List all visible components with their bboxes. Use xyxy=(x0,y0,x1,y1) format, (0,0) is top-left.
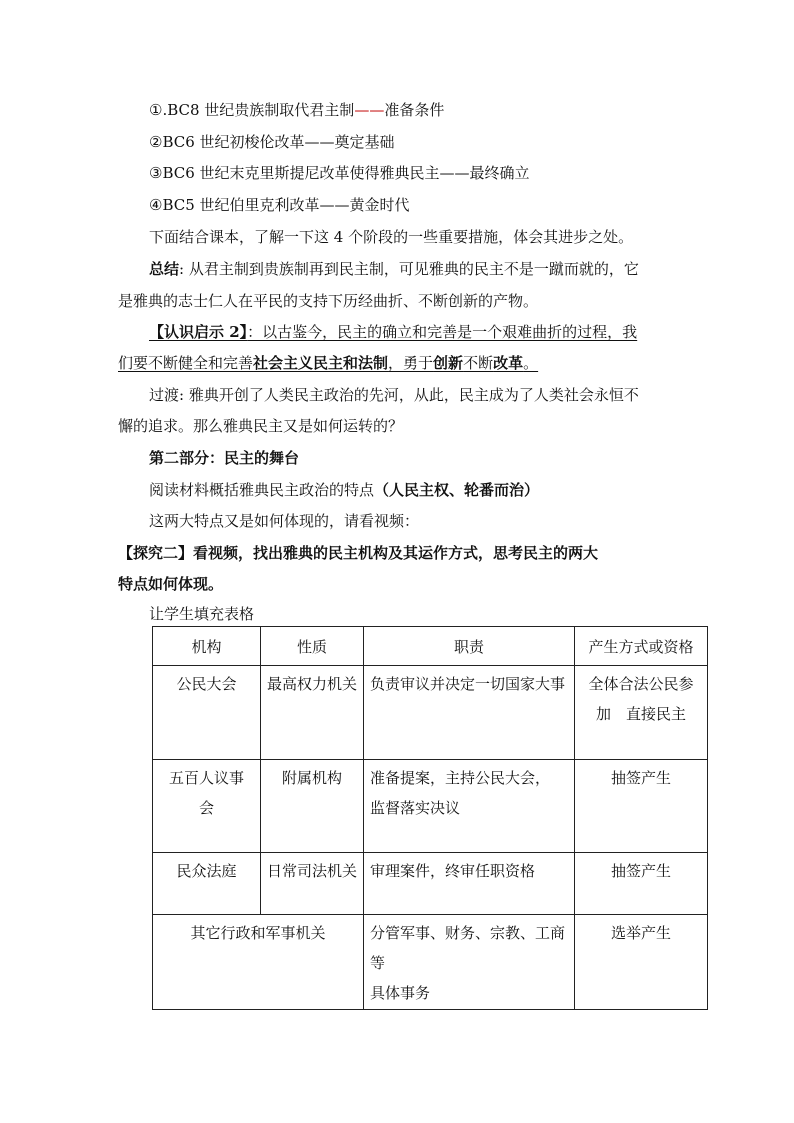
summary-label: 总结 xyxy=(149,260,180,278)
cell-nature: 日常司法机关 xyxy=(261,853,364,915)
list-item-2: ②BC6 世纪初梭伦改革——奠定基础 xyxy=(149,133,395,151)
cell-method: 选举产生 xyxy=(575,915,708,1010)
cell-duty: 负责审议并决定一切国家大事 xyxy=(364,666,575,760)
list-item-1: ①.BC8 世纪贵族制取代君主制——准备条件 xyxy=(149,101,445,119)
cell-method: 全体合法公民参 加 直接民主 xyxy=(575,666,708,760)
cell-org: 其它行政和军事机关 xyxy=(153,915,364,1010)
table-caption: 让学生填充表格 xyxy=(149,605,255,623)
explore-line-1: 【探究二】看视频，找出雅典的民主机构及其运作方式，思考民主的两大 xyxy=(118,544,599,562)
cell-duty: 准备提案，主持公民大会， 监督落实决议 xyxy=(364,760,575,853)
header-cell: 产生方式或资格 xyxy=(575,627,708,666)
cell-org: 民众法庭 xyxy=(153,853,261,915)
cell-nature: 附属机构 xyxy=(261,760,364,853)
summary-line-1: 总结: 从君主制到贵族制再到民主制，可见雅典的民主不是一蹴而就的，它 xyxy=(149,260,639,278)
list-item-3: ③BC6 世纪末克里斯提尼改革使得雅典民主——最终确立 xyxy=(149,164,530,182)
insight-label: 【认识启示 2】 xyxy=(149,323,248,341)
table-row xyxy=(153,915,708,1010)
table-row xyxy=(153,853,708,915)
table-header-row xyxy=(153,627,708,666)
explore-line-2: 特点如何体现。 xyxy=(118,575,224,593)
video-intro: 这两大特点又是如何体现的，请看视频： xyxy=(149,512,420,530)
header-cell: 性质 xyxy=(261,627,364,666)
table-row xyxy=(153,760,708,853)
insight-line-1: 【认识启示 2】：以古鉴今，民主的确立和完善是一个艰难曲折的过程，我 xyxy=(149,323,638,341)
cell-duty: 分管军事、财务、宗教、工商 等 具体事务 xyxy=(364,915,575,1010)
cell-method: 抽签产生 xyxy=(575,760,708,853)
header-cell: 职责 xyxy=(364,627,575,666)
summary-line-2: 是雅典的志士仁人在平民的支持下历经曲折、不断创新的产物。 xyxy=(118,292,539,310)
red-dash: —— xyxy=(354,101,385,119)
section-title: 第二部分：民主的舞台 xyxy=(149,449,300,467)
cell-org: 五百人议事 会 xyxy=(153,760,261,853)
header-cell: 机构 xyxy=(153,627,261,666)
insight-line-2: 们要不断健全和完善社会主义民主和法制，勇于创新不断改革。 xyxy=(118,354,539,372)
intro-paragraph: 下面结合课本，了解一下这 4 个阶段的一些重要措施，体会其进步之处。 xyxy=(149,228,634,246)
transition-line-1: 过渡: 雅典开创了人类民主政治的先河，从此，民主成为了人类社会永恒不 xyxy=(149,386,639,404)
cell-duty: 审理案件，终审任职资格 xyxy=(364,853,575,915)
list-item-4: ④BC5 世纪伯里克利改革——黄金时代 xyxy=(149,196,410,214)
cell-nature: 最高权力机关 xyxy=(261,666,364,760)
transition-line-2: 懈的追求。那么雅典民主又是如何运转的？ xyxy=(118,417,404,435)
institution-table xyxy=(152,626,708,1010)
cell-org: 公民大会 xyxy=(153,666,261,760)
cell-method: 抽签产生 xyxy=(575,853,708,915)
read-instruction: 阅读材料概括雅典民主政治的特点（人民主权、轮番而治） xyxy=(149,481,540,499)
table-row xyxy=(153,666,708,760)
